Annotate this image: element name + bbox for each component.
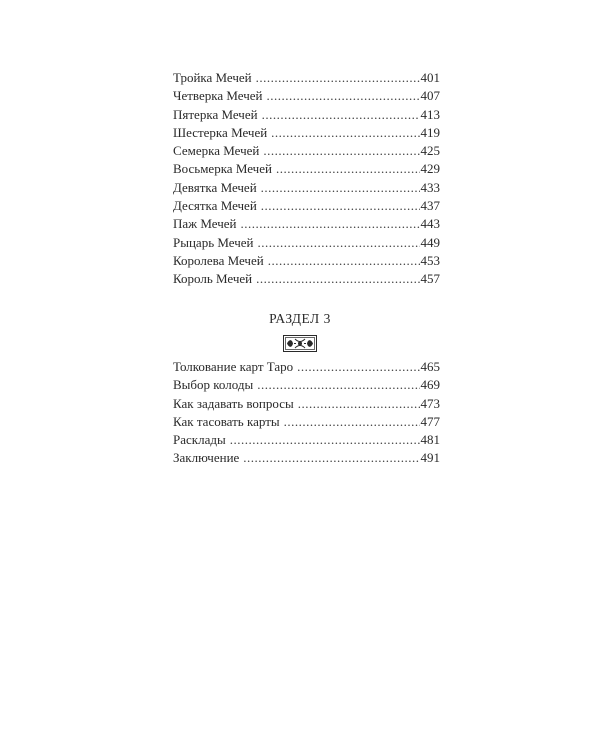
section-heading: РАЗДЕЛ 3 — [269, 311, 331, 326]
toc-entry[interactable] — [173, 449, 440, 467]
toc-entry[interactable] — [173, 413, 440, 431]
toc-entry-page: 437 — [420, 198, 440, 214]
dot-leader — [268, 252, 420, 270]
toc-entry[interactable] — [173, 142, 440, 160]
toc-entry-page: 413 — [420, 106, 440, 122]
toc-list-part1 — [173, 69, 440, 289]
dot-leader — [261, 179, 420, 197]
toc-entry[interactable] — [173, 234, 440, 252]
toc-entry-page: 401 — [420, 70, 440, 85]
toc-entry-page: 477 — [420, 413, 440, 429]
toc-entry-title: Пятерка Мечей — [173, 106, 258, 122]
dot-leader — [256, 69, 420, 87]
toc-entry-title: Заключение — [173, 450, 240, 466]
toc-entry-title: Девятка Мечей — [173, 179, 257, 195]
toc-entry[interactable] — [173, 160, 440, 178]
toc-entry-title: Шестерка Мечей — [173, 124, 268, 140]
dot-leader — [256, 270, 419, 288]
toc-entry-page: 491 — [420, 450, 440, 466]
toc-entry-page: 425 — [420, 143, 440, 159]
toc-entry[interactable] — [173, 395, 440, 413]
toc-entry[interactable] — [173, 215, 440, 233]
toc-entry[interactable] — [173, 106, 440, 124]
decorative-ornament-icon — [283, 335, 317, 352]
dot-leader — [297, 358, 419, 376]
toc-entry-title: Десятка Мечей — [173, 198, 257, 214]
toc-entry[interactable] — [173, 179, 440, 197]
toc-entry-title: Королева Мечей — [173, 252, 264, 268]
toc-entry-page: 433 — [420, 179, 440, 195]
toc-entry-page: 449 — [420, 234, 440, 250]
toc-entry[interactable] — [173, 376, 440, 394]
toc-entry-title: Семерка Мечей — [173, 143, 260, 159]
dot-leader — [298, 395, 420, 413]
toc-entry-page: 457 — [420, 271, 440, 287]
toc-entry-page: 465 — [420, 359, 440, 374]
toc-entry-page: 469 — [420, 377, 440, 393]
toc-entry-page: 481 — [420, 432, 440, 448]
toc-entry-page: 429 — [420, 161, 440, 177]
toc-entry-title: Четверка Мечей — [173, 88, 263, 104]
toc-entry[interactable] — [173, 69, 440, 87]
toc-entry-title: Король Мечей — [173, 271, 253, 287]
toc-entry-title: Восьмерка Мечей — [173, 161, 272, 177]
dot-leader — [243, 449, 419, 467]
toc-entry-title: Выбор колоды — [173, 377, 254, 393]
dot-leader — [284, 413, 420, 431]
dot-leader — [261, 197, 420, 215]
dot-leader — [266, 87, 419, 105]
toc-entry-title: Рыцарь Мечей — [173, 234, 254, 250]
dot-leader — [276, 160, 420, 178]
toc-entry-page: 453 — [420, 252, 440, 268]
toc-entry[interactable] — [173, 197, 440, 215]
toc-entry[interactable] — [173, 358, 440, 376]
dot-leader — [262, 106, 420, 124]
toc-entry[interactable] — [173, 270, 440, 288]
toc-list-part2 — [173, 358, 440, 468]
toc-entry[interactable] — [173, 124, 440, 142]
dot-leader — [241, 215, 420, 233]
toc-entry-title: Толкование карт Таро — [173, 359, 294, 374]
toc-entry-title: Паж Мечей — [173, 216, 237, 232]
toc-entry-title: Тройка Мечей — [173, 70, 252, 85]
toc-entry-page: 443 — [420, 216, 440, 232]
toc-entry-page: 407 — [420, 88, 440, 104]
dot-leader — [257, 234, 419, 252]
dot-leader — [257, 376, 419, 394]
toc-entry-page: 419 — [420, 124, 440, 140]
toc-entry-page: 473 — [420, 395, 440, 411]
toc-entry[interactable] — [173, 252, 440, 270]
toc-entry[interactable] — [173, 431, 440, 449]
dot-leader — [263, 142, 419, 160]
dot-leader — [230, 431, 420, 449]
toc-entry-title: Как задавать вопросы — [173, 395, 294, 411]
toc-entry-title: Как тасовать карты — [173, 413, 280, 429]
toc-entry[interactable] — [173, 87, 440, 105]
toc-entry-title: Расклады — [173, 432, 226, 448]
dot-leader — [271, 124, 419, 142]
